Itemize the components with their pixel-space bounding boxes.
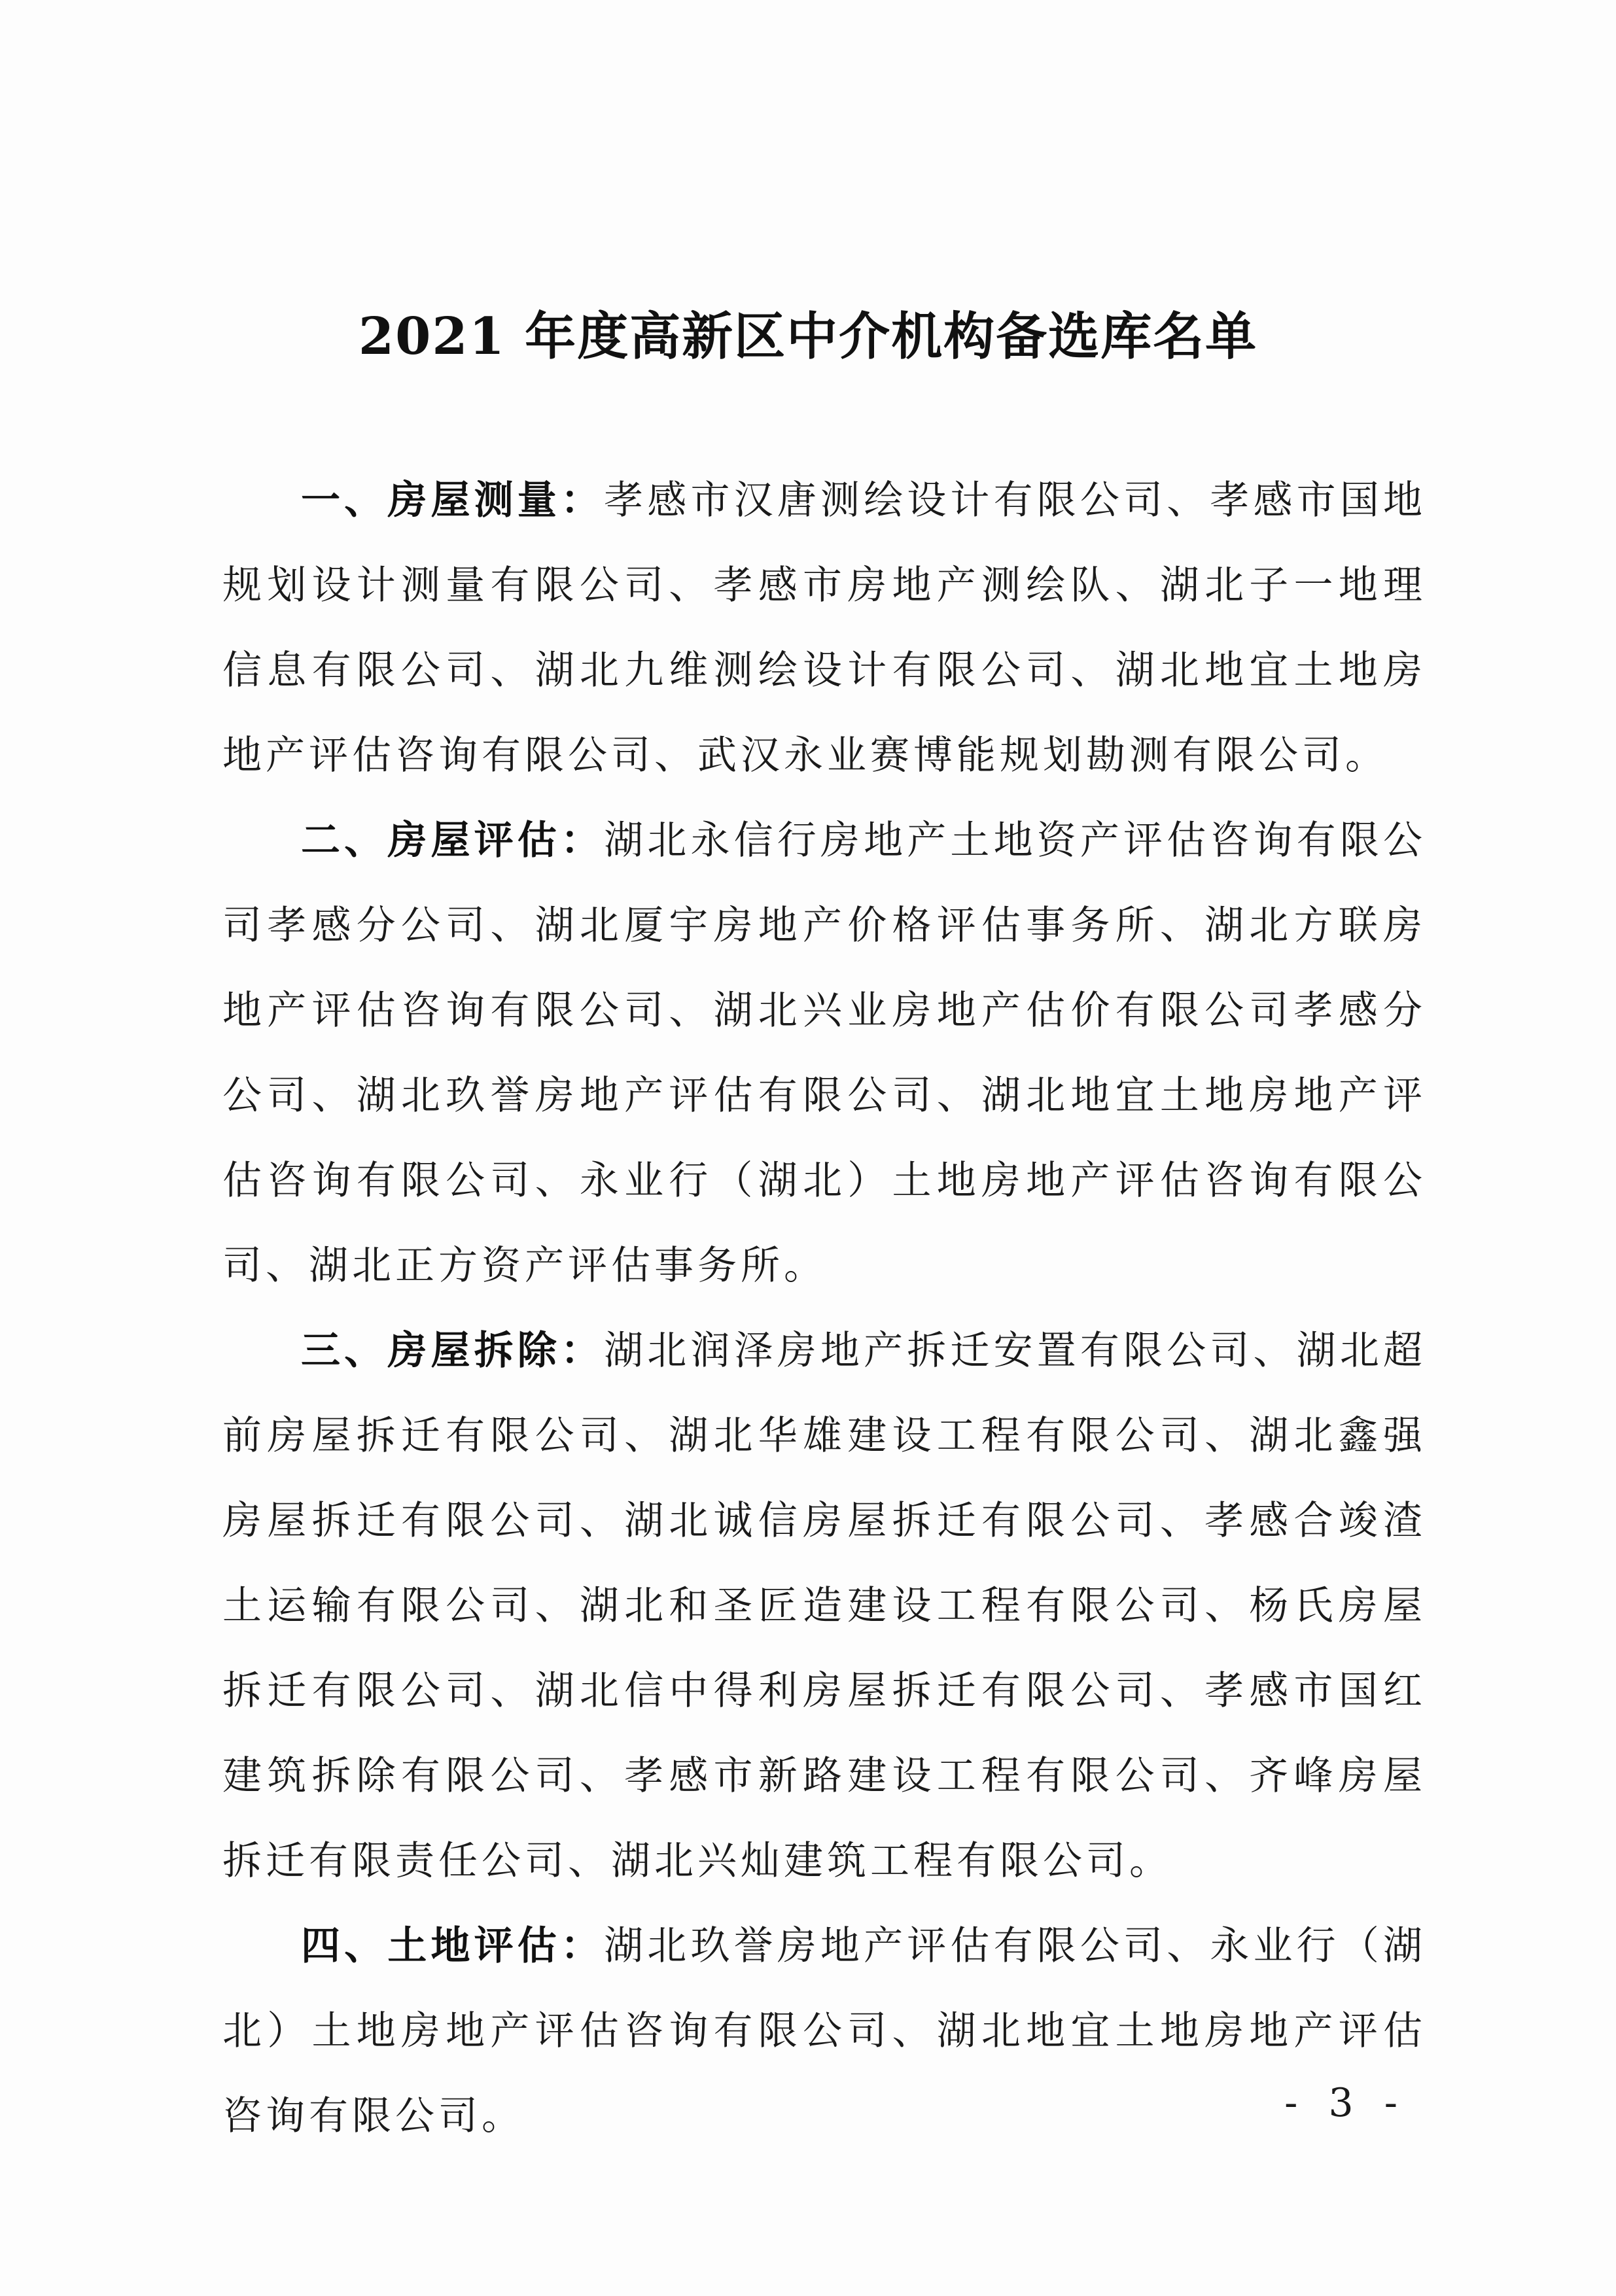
section-text: 孝感市汉唐测绘设计有限公司、孝感市国地规划设计测量有限公司、孝感市房地产测绘队、湖北子一地理信息有限公司、湖北九维测绘设计有限公司、湖北地宜土地房地产评估咨询有限公司、武汉永业赛博能规划勘测有限公司。 — [222, 478, 1427, 778]
page-number: - 3 - — [1284, 2080, 1407, 2126]
document-body — [222, 458, 1426, 2159]
section-heading: 一、房屋测量： — [301, 478, 605, 523]
section-text: 湖北永信行房地产土地资产评估咨询有限公司孝感分公司、湖北厦宇房地产价格评估事务所、湖北方联房地产评估咨询有限公司、湖北兴业房地产估价有限公司孝感分公司、湖北玖誉房地产评估有限公司、湖北地宜土地房地产评估咨询有限公司、永业行（湖北）土地房地产评估咨询有限公司、湖北正方资产评估事务所。 — [222, 818, 1427, 1289]
section-text: 湖北玖誉房地产评估有限公司、永业行（湖北）土地房地产评估咨询有限公司、湖北地宜土地房地产评估咨询有限公司。 — [222, 1923, 1427, 2139]
section-heading: 三、房屋拆除： — [301, 1328, 605, 1374]
section-house-survey — [222, 458, 1426, 798]
document-title: 2021 年度高新区中介机构备选库名单 — [358, 307, 1258, 366]
section-text: 湖北润泽房地产拆迁安置有限公司、湖北超前房屋拆迁有限公司、湖北华雄建设工程有限公司、湖北鑫强房屋拆迁有限公司、湖北诚信房屋拆迁有限公司、孝感合竣渣土运输有限公司、湖北和圣匠造建设工程有限公司、杨氏房屋拆迁有限公司、湖北信中得利房屋拆迁有限公司、孝感市国红建筑拆除有限公司、孝感市新路建设工程有限公司、齐峰房屋拆迁有限责任公司、湖北兴灿建筑工程有限公司。 — [222, 1328, 1427, 1884]
section-house-appraisal — [222, 798, 1426, 1308]
section-heading: 二、房屋评估： — [301, 818, 605, 863]
section-heading: 四、土地评估： — [301, 1923, 605, 1969]
section-house-demolition — [222, 1308, 1426, 1904]
section-land-appraisal — [222, 1904, 1426, 2159]
